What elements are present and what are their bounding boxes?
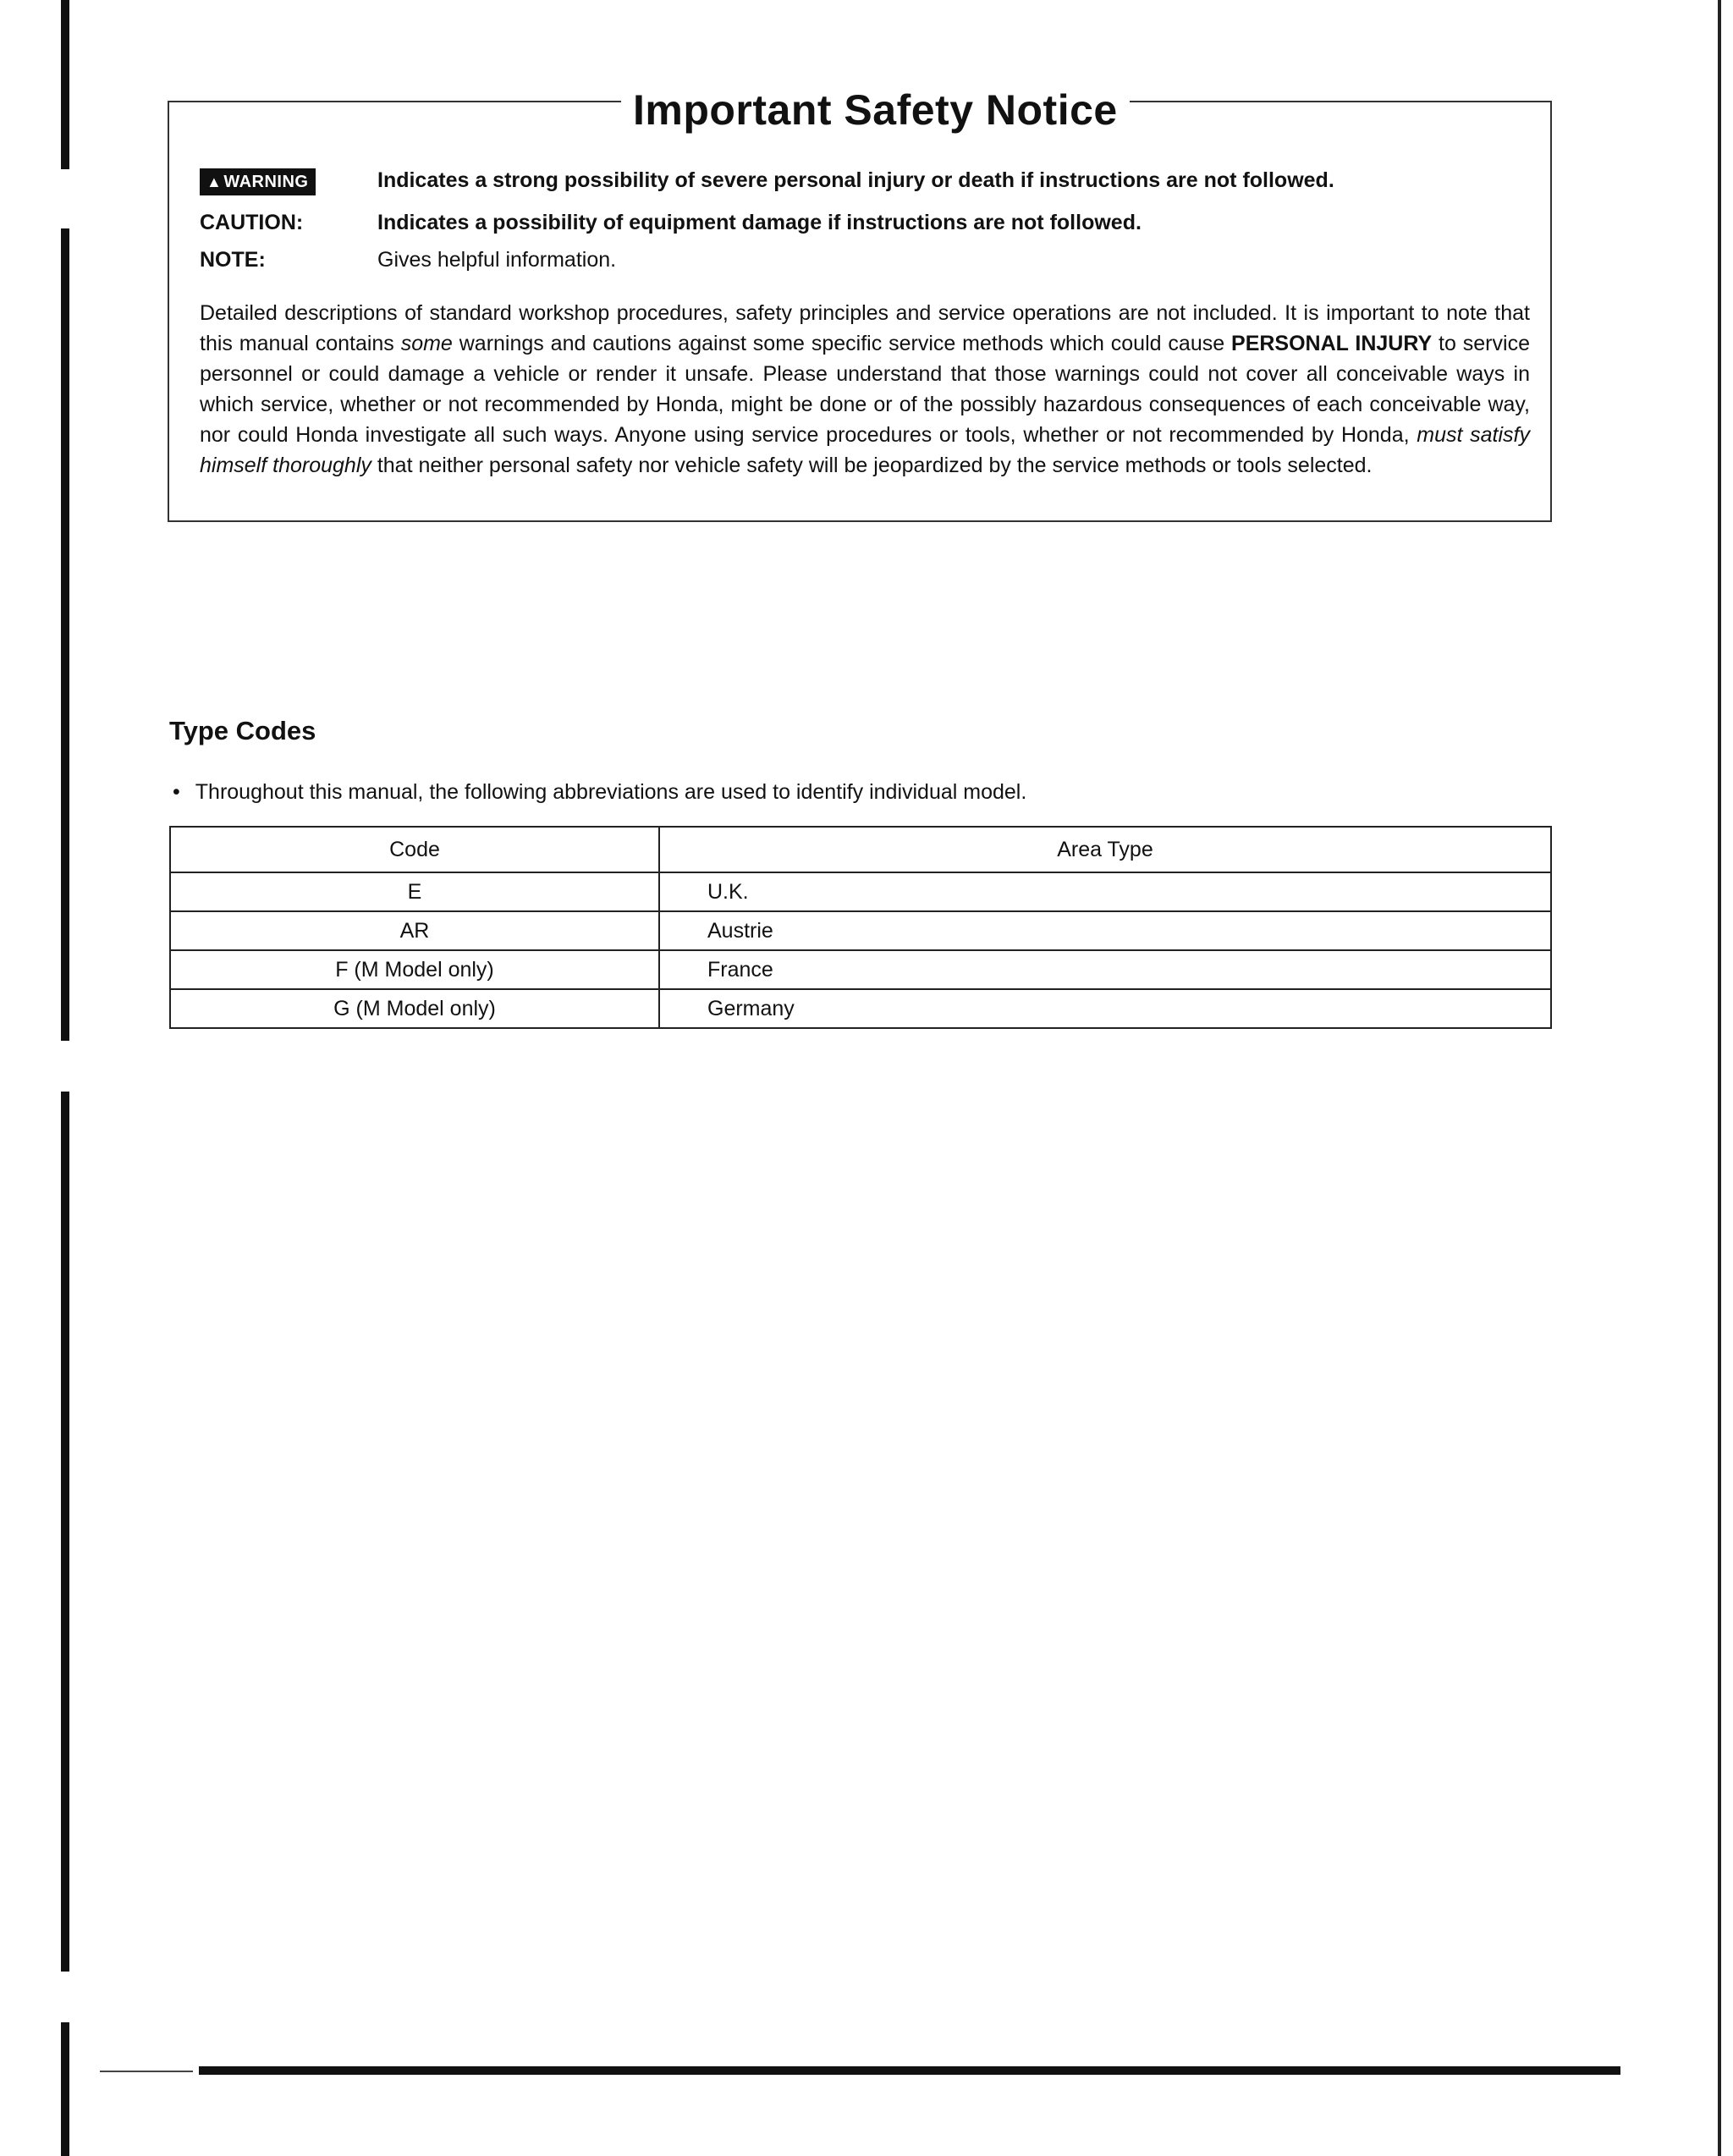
warning-triangle-icon: ▲ [206, 173, 223, 190]
page-edge [1718, 0, 1721, 2156]
type-codes-table [169, 826, 1552, 1029]
binding-edge [61, 2022, 69, 2156]
footer-rule-thin [100, 2071, 193, 2072]
code-cell: G (M Model only) [170, 989, 659, 1028]
code-cell: E [170, 872, 659, 911]
area-cell: Germany [659, 989, 1551, 1028]
column-header-code: Code [170, 827, 659, 872]
warning-badge: ▲ WARNING [200, 166, 316, 195]
definition-description: Gives helpful information. [377, 248, 617, 272]
type-codes-intro: • Throughout this manual, the following abbreviations are used to identify individual model. [173, 780, 1027, 804]
table-row [170, 872, 1551, 911]
footer-rule [199, 2066, 1620, 2075]
definition-description: Indicates a strong possibility of severe personal injury or death if instructions are not followed. [377, 168, 1334, 192]
area-cell: France [659, 950, 1551, 989]
binding-edge [61, 1092, 69, 1972]
definition-term: CAUTION: [200, 211, 304, 234]
column-header-area-type: Area Type [659, 827, 1551, 872]
code-cell: AR [170, 911, 659, 950]
area-cell: Austrie [659, 911, 1551, 950]
definition-term: NOTE: [200, 248, 266, 272]
table-row [170, 989, 1551, 1028]
definition-description: Indicates a possibility of equipment damage if instructions are not followed. [377, 211, 1142, 234]
binding-edge [61, 228, 69, 1041]
type-codes-heading: Type Codes [169, 716, 316, 745]
table-header-row [170, 827, 1551, 872]
table-row [170, 950, 1551, 989]
area-cell: U.K. [659, 872, 1551, 911]
code-cell: F (M Model only) [170, 950, 659, 989]
safety-notice-title: Important Safety Notice [621, 83, 1130, 137]
table-row [170, 911, 1551, 950]
safety-notice-body: Detailed descriptions of standard workshop procedures, safety principles and service operations are not included. It is important to note that this manual contains some warnings and cautions against some specific service methods which could cause PERSONAL INJURY to service personnel or could damage a vehicle or render it unsafe. Please understand that those warnings could not cover all conceivable ways in which service, whether or not recommended by Honda, might be done or of the possibly hazardous consequences of each conceivable way, nor could Honda investigate all such ways. Anyone using service procedures or tools, whether or not recommended by Honda, must satisfy himself thoroughly that neither personal safety nor vehicle safety will be jeopardized by the service methods or tools selected. [200, 301, 1530, 477]
binding-edge [61, 0, 69, 169]
bullet-icon: • [173, 780, 180, 804]
